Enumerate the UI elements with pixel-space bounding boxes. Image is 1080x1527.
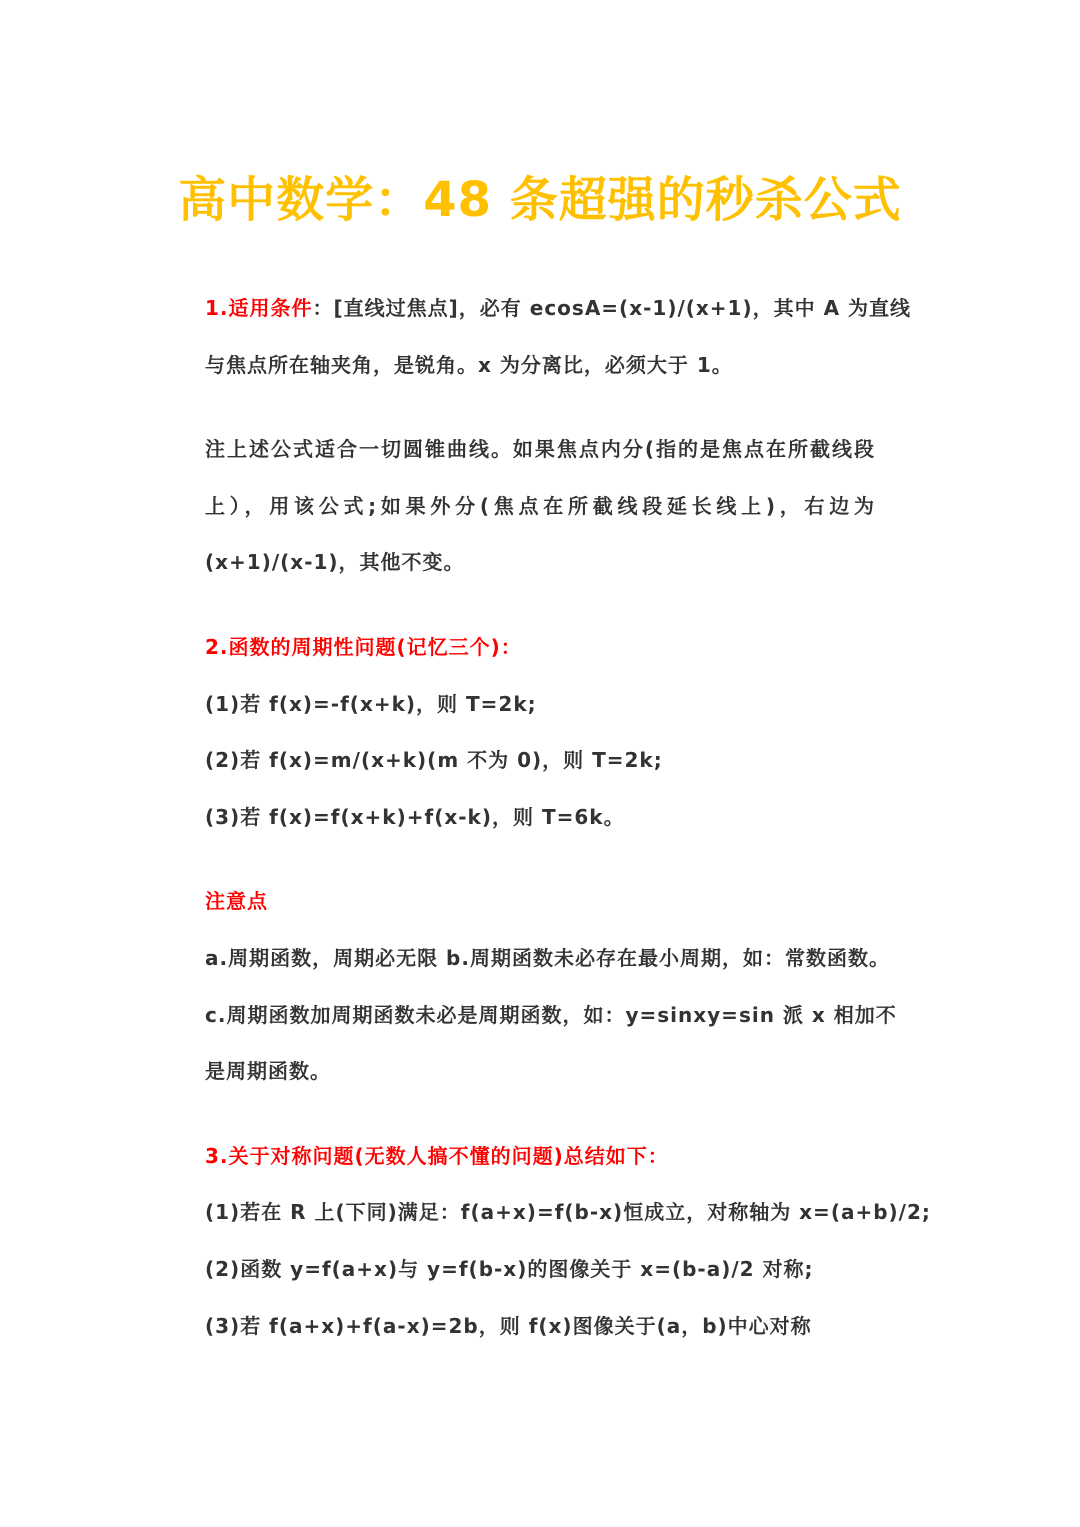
section-1-heading: 1.适用条件: [205, 296, 313, 320]
text-line: (x+1)/(x-1)，其他不变。: [205, 550, 465, 575]
text-line: 与焦点所在轴夹角，是锐角。x 为分离比，必须大于 1。: [205, 352, 733, 377]
notes-section: [205, 873, 897, 1099]
formula-item: (1)若 f(x)=-f(x+k)，则 T=2k;: [205, 691, 537, 716]
formula-item: (1)若在 R 上(下同)满足：f(a+x)=f(b-x)恒成立，对称轴为 x=(a+b)/2;: [205, 1200, 931, 1225]
text-line: 是周期函数。: [205, 1059, 331, 1084]
formula-item: (2)函数 y=f(a+x)与 y=f(b-x)的图像关于 x=(b-a)/2 对称;: [205, 1256, 814, 1281]
page-title: 高中数学：48 条超强的秒杀公式: [178, 172, 902, 228]
formula-item: (2)若 f(x)=m/(x+k)(m 不为 0)，则 T=2k;: [205, 748, 663, 773]
text-line: 注上述公式适合一切圆锥曲线。如果焦点内分(指的是焦点在所截线段: [205, 437, 875, 462]
text-line: [205, 280, 912, 337]
section-3-symmetry: [205, 1128, 931, 1354]
text-line: a.周期函数，周期必无限 b.周期函数未必存在最小周期，如：常数函数。: [205, 945, 890, 970]
section-1-condition: [205, 280, 912, 393]
text-segment: ：[直线过焦点]，必有 ecosA=(x-1)/(x+1)，其中 A 为直线: [312, 296, 912, 320]
section-2-heading: 2.函数的周期性问题(记忆三个)：: [205, 634, 522, 659]
text-line: c.周期函数加周期函数未必是周期函数，如：y=sinxy=sin 派 x 相加不: [205, 1002, 897, 1027]
article-body: [205, 280, 931, 1382]
formula-item: (3)若 f(a+x)+f(a-x)=2b，则 f(x)图像关于(a，b)中心对称: [205, 1313, 812, 1338]
notes-heading: 注意点: [205, 889, 268, 914]
formula-item: (3)若 f(x)=f(x+k)+f(x-k)，则 T=6k。: [205, 804, 625, 829]
section-2-periodicity: [205, 619, 875, 845]
section-3-heading: 3.关于对称问题(无数人搞不懂的问题)总结如下：: [205, 1143, 669, 1168]
text-line: 上），用该公式;如果外分(焦点在所截线段延长线上)，右边为: [205, 493, 875, 518]
section-1-note: [205, 421, 875, 591]
